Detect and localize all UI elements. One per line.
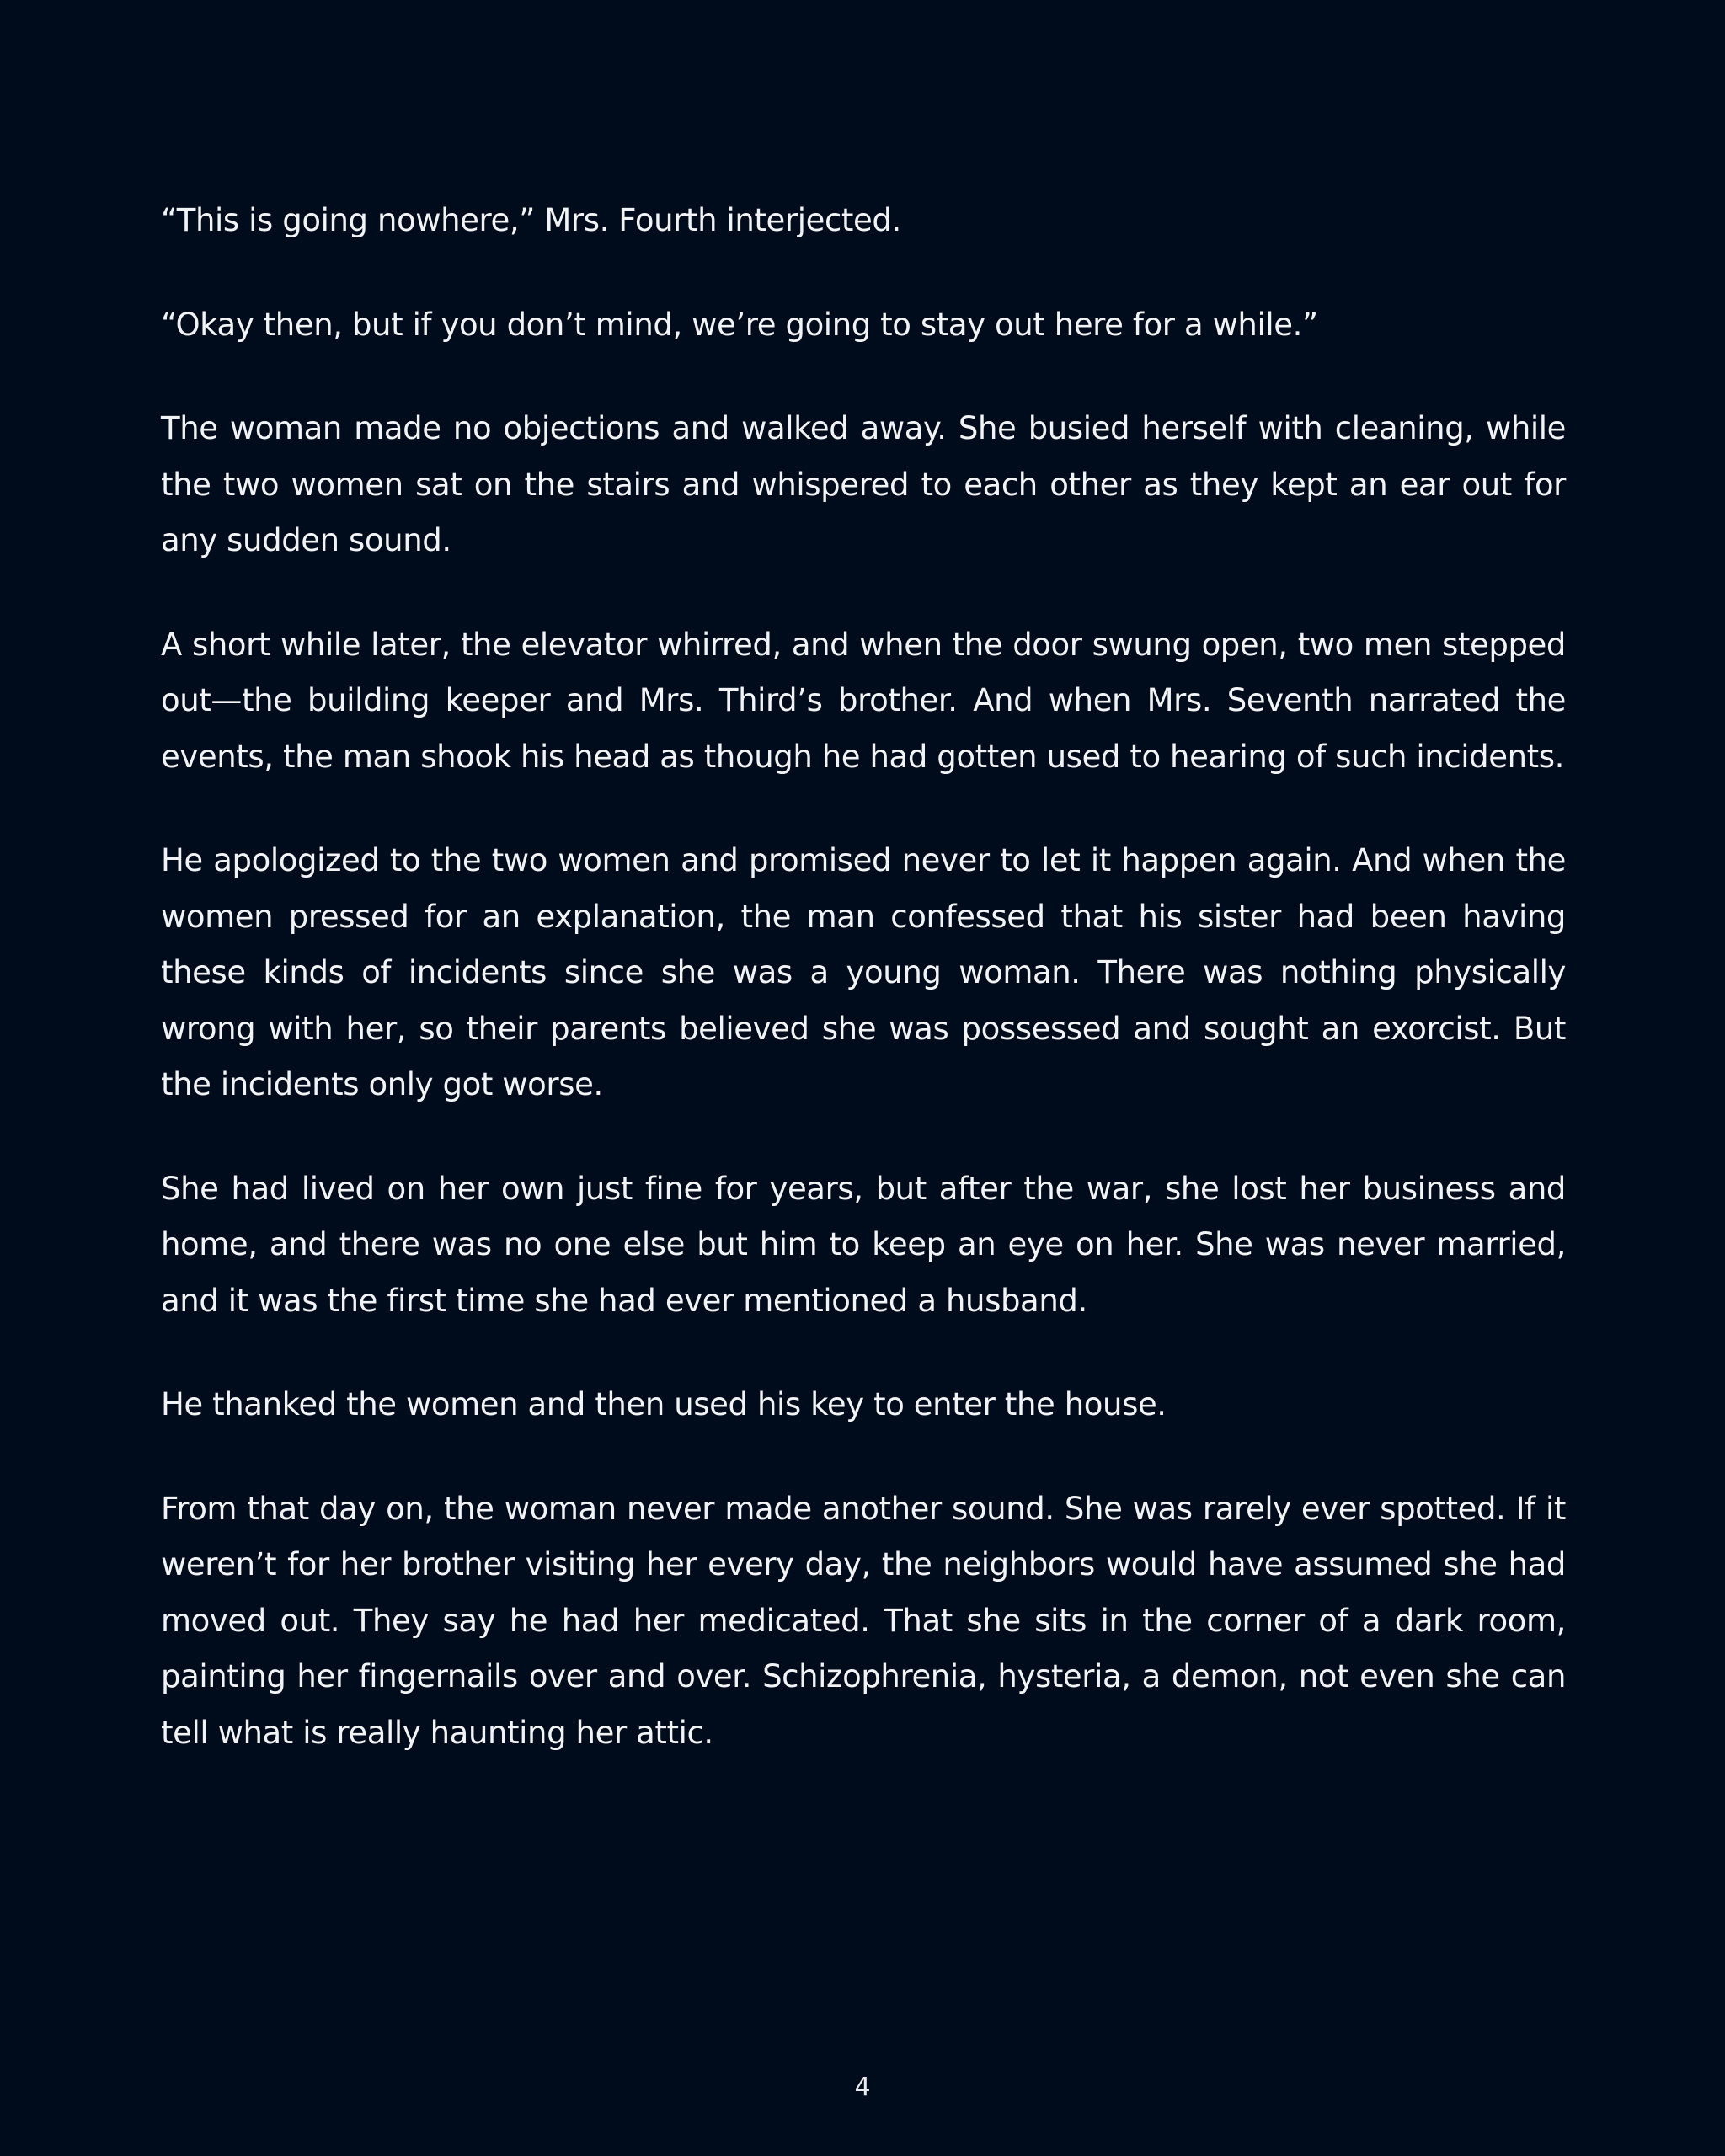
paragraph-1: “This is going nowhere,” Mrs. Fourth interjected. [161,202,901,238]
story-text [161,193,1566,1809]
paragraph-4: A short while later, the elevator whirred, and when the door swung open, two men stepped out—the building keeper and Mrs. Third’s brother. And when Mrs. Seventh narrated the events, the man shook his head as though he had gotten used to hearing of such incidents. [161,626,1566,775]
paragraph-6: She had lived on her own just fine for years, but after the war, she lost her business and home, and there was no one else but him to keep an eye on her. She was never married, and it was the first time she had ever mentioned a husband. [161,1170,1566,1319]
page-number: 4 [854,2073,871,2102]
paragraph-7: He thanked the women and then used his key to enter the house. [161,1386,1167,1422]
paragraph-3: The woman made no objections and walked away. She busied herself with cleaning, while the two women sat on the stairs and whispered to each other as they kept an ear out for any sudden sound. [161,410,1566,558]
paragraph-8: From that day on, the woman never made another sound. She was rarely ever spotted. If it weren’t for her brother visiting her every day, the neighbors would have assumed she had moved out. They say he had her medicated. That she sits in the corner of a dark room, painting her fingernails over and over. Schizophrenia, hysteria, a demon, not even she can tell what is really haunting her attic. [161,1490,1566,1751]
paragraph-5: He apologized to the two women and promised never to let it happen again. And when the women pressed for an explanation, the man confessed that his sister had been having these kinds of incidents since she was a young woman. There was nothing physically wrong with her, so their parents believed she was possessed and sought an exorcist. But the incidents only got worse. [161,842,1566,1102]
paragraph-2: “Okay then, but if you don’t mind, we’re going to stay out here for a while.” [161,306,1318,343]
